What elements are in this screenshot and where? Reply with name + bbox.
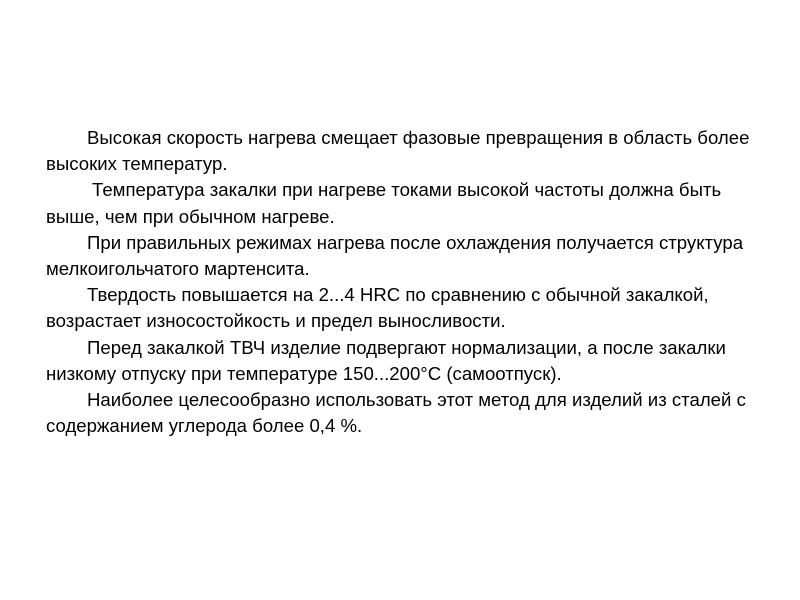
paragraph-quench-temperature: Температура закалки при нагреве токами высокой частоты должна быть выше, чем при обычном нагреве. [46,179,722,227]
body-text [46,125,776,439]
paragraph-martensite-structure: При правильных режимах нагрева после охлаждения получается структура мелкоигольчатого мартенсита. [46,231,744,280]
paragraph-normalization: Перед закалкой ТВЧ изделие подвергают нормализации, а после закалки низкому отпуску при температуре 150...200°С (самоотпуск). [46,336,726,384]
paragraph-heating-rate: Высокая скорость нагрева смещает фазовые превращения в область более высоких температур. [46,127,750,175]
paragraph-carbon-content: Наиболее целесообразно использовать этот метод для изделий из сталей с содержанием углерода более 0,4 %. [46,389,746,437]
paragraph-hardness: Твердость повышается на 2...4 HRC по сравнению с обычной закалкой, возрастает износостойкость и предел выносливости. [46,284,709,332]
